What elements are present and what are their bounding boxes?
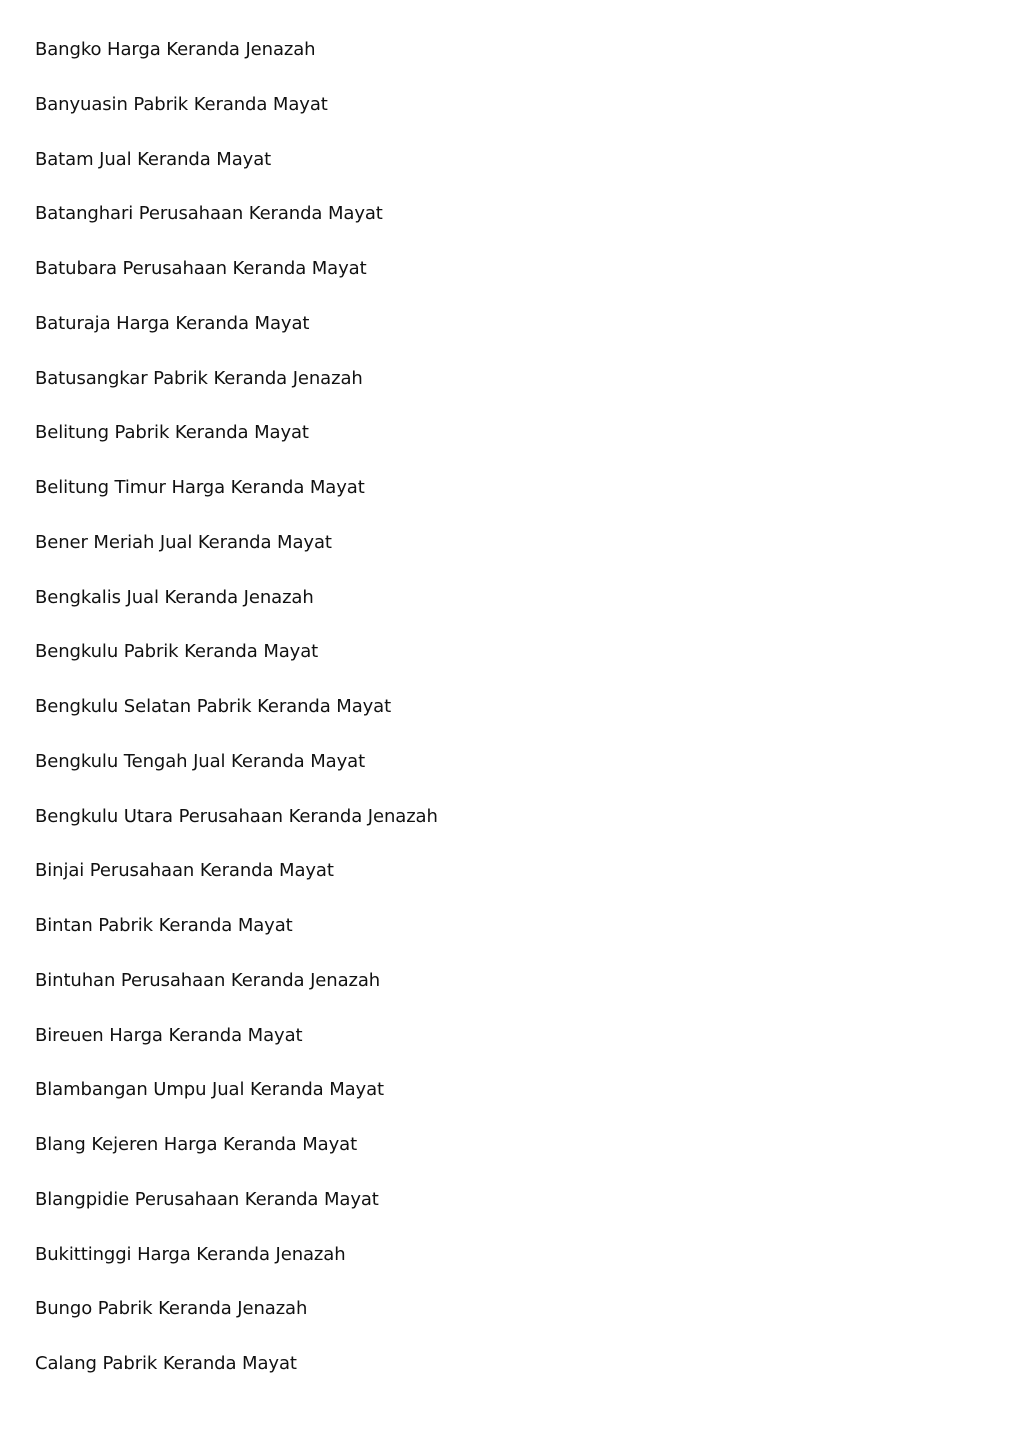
list-item: Bengkulu Utara Perusahaan Keranda Jenazah — [35, 805, 438, 827]
list-item: Bengkalis Jual Keranda Jenazah — [35, 586, 314, 608]
list-item: Batanghari Perusahaan Keranda Mayat — [35, 203, 383, 225]
list-item: Bintan Pabrik Keranda Mayat — [35, 915, 293, 936]
list-item: Bukittinggi Harga Keranda Jenazah — [35, 1243, 346, 1265]
list-item: Blangpidie Perusahaan Keranda Mayat — [35, 1188, 379, 1210]
list-item: Blang Kejeren Harga Keranda Mayat — [35, 1134, 358, 1155]
list-item: Blambangan Umpu Jual Keranda Mayat — [35, 1079, 384, 1101]
list-item: Batam Jual Keranda Mayat — [35, 148, 272, 170]
list-item: Bengkulu Selatan Pabrik Keranda Mayat — [35, 696, 392, 717]
list-item: Bintuhan Perusahaan Keranda Jenazah — [35, 969, 381, 991]
list-item: Calang Pabrik Keranda Mayat — [35, 1353, 297, 1374]
list-item: Bener Meriah Jual Keranda Mayat — [35, 531, 332, 553]
list-item: Bengkulu Pabrik Keranda Mayat — [35, 641, 319, 663]
list-item: Belitung Pabrik Keranda Mayat — [35, 422, 309, 444]
list-item: Bungo Pabrik Keranda Jenazah — [35, 1298, 308, 1320]
list-item: Binjai Perusahaan Keranda Mayat — [35, 860, 334, 882]
list-item: Bengkulu Tengah Jual Keranda Mayat — [35, 750, 366, 772]
list-item: Baturaja Harga Keranda Mayat — [35, 312, 310, 334]
list-item: Batubara Perusahaan Keranda Mayat — [35, 258, 367, 279]
list-item: Bireuen Harga Keranda Mayat — [35, 1024, 303, 1046]
location-list — [35, 37, 438, 1406]
list-item: Banyuasin Pabrik Keranda Mayat — [35, 93, 328, 115]
list-item: Bangko Harga Keranda Jenazah — [35, 39, 316, 60]
list-item: Belitung Timur Harga Keranda Mayat — [35, 477, 365, 498]
list-item: Batusangkar Pabrik Keranda Jenazah — [35, 367, 363, 389]
